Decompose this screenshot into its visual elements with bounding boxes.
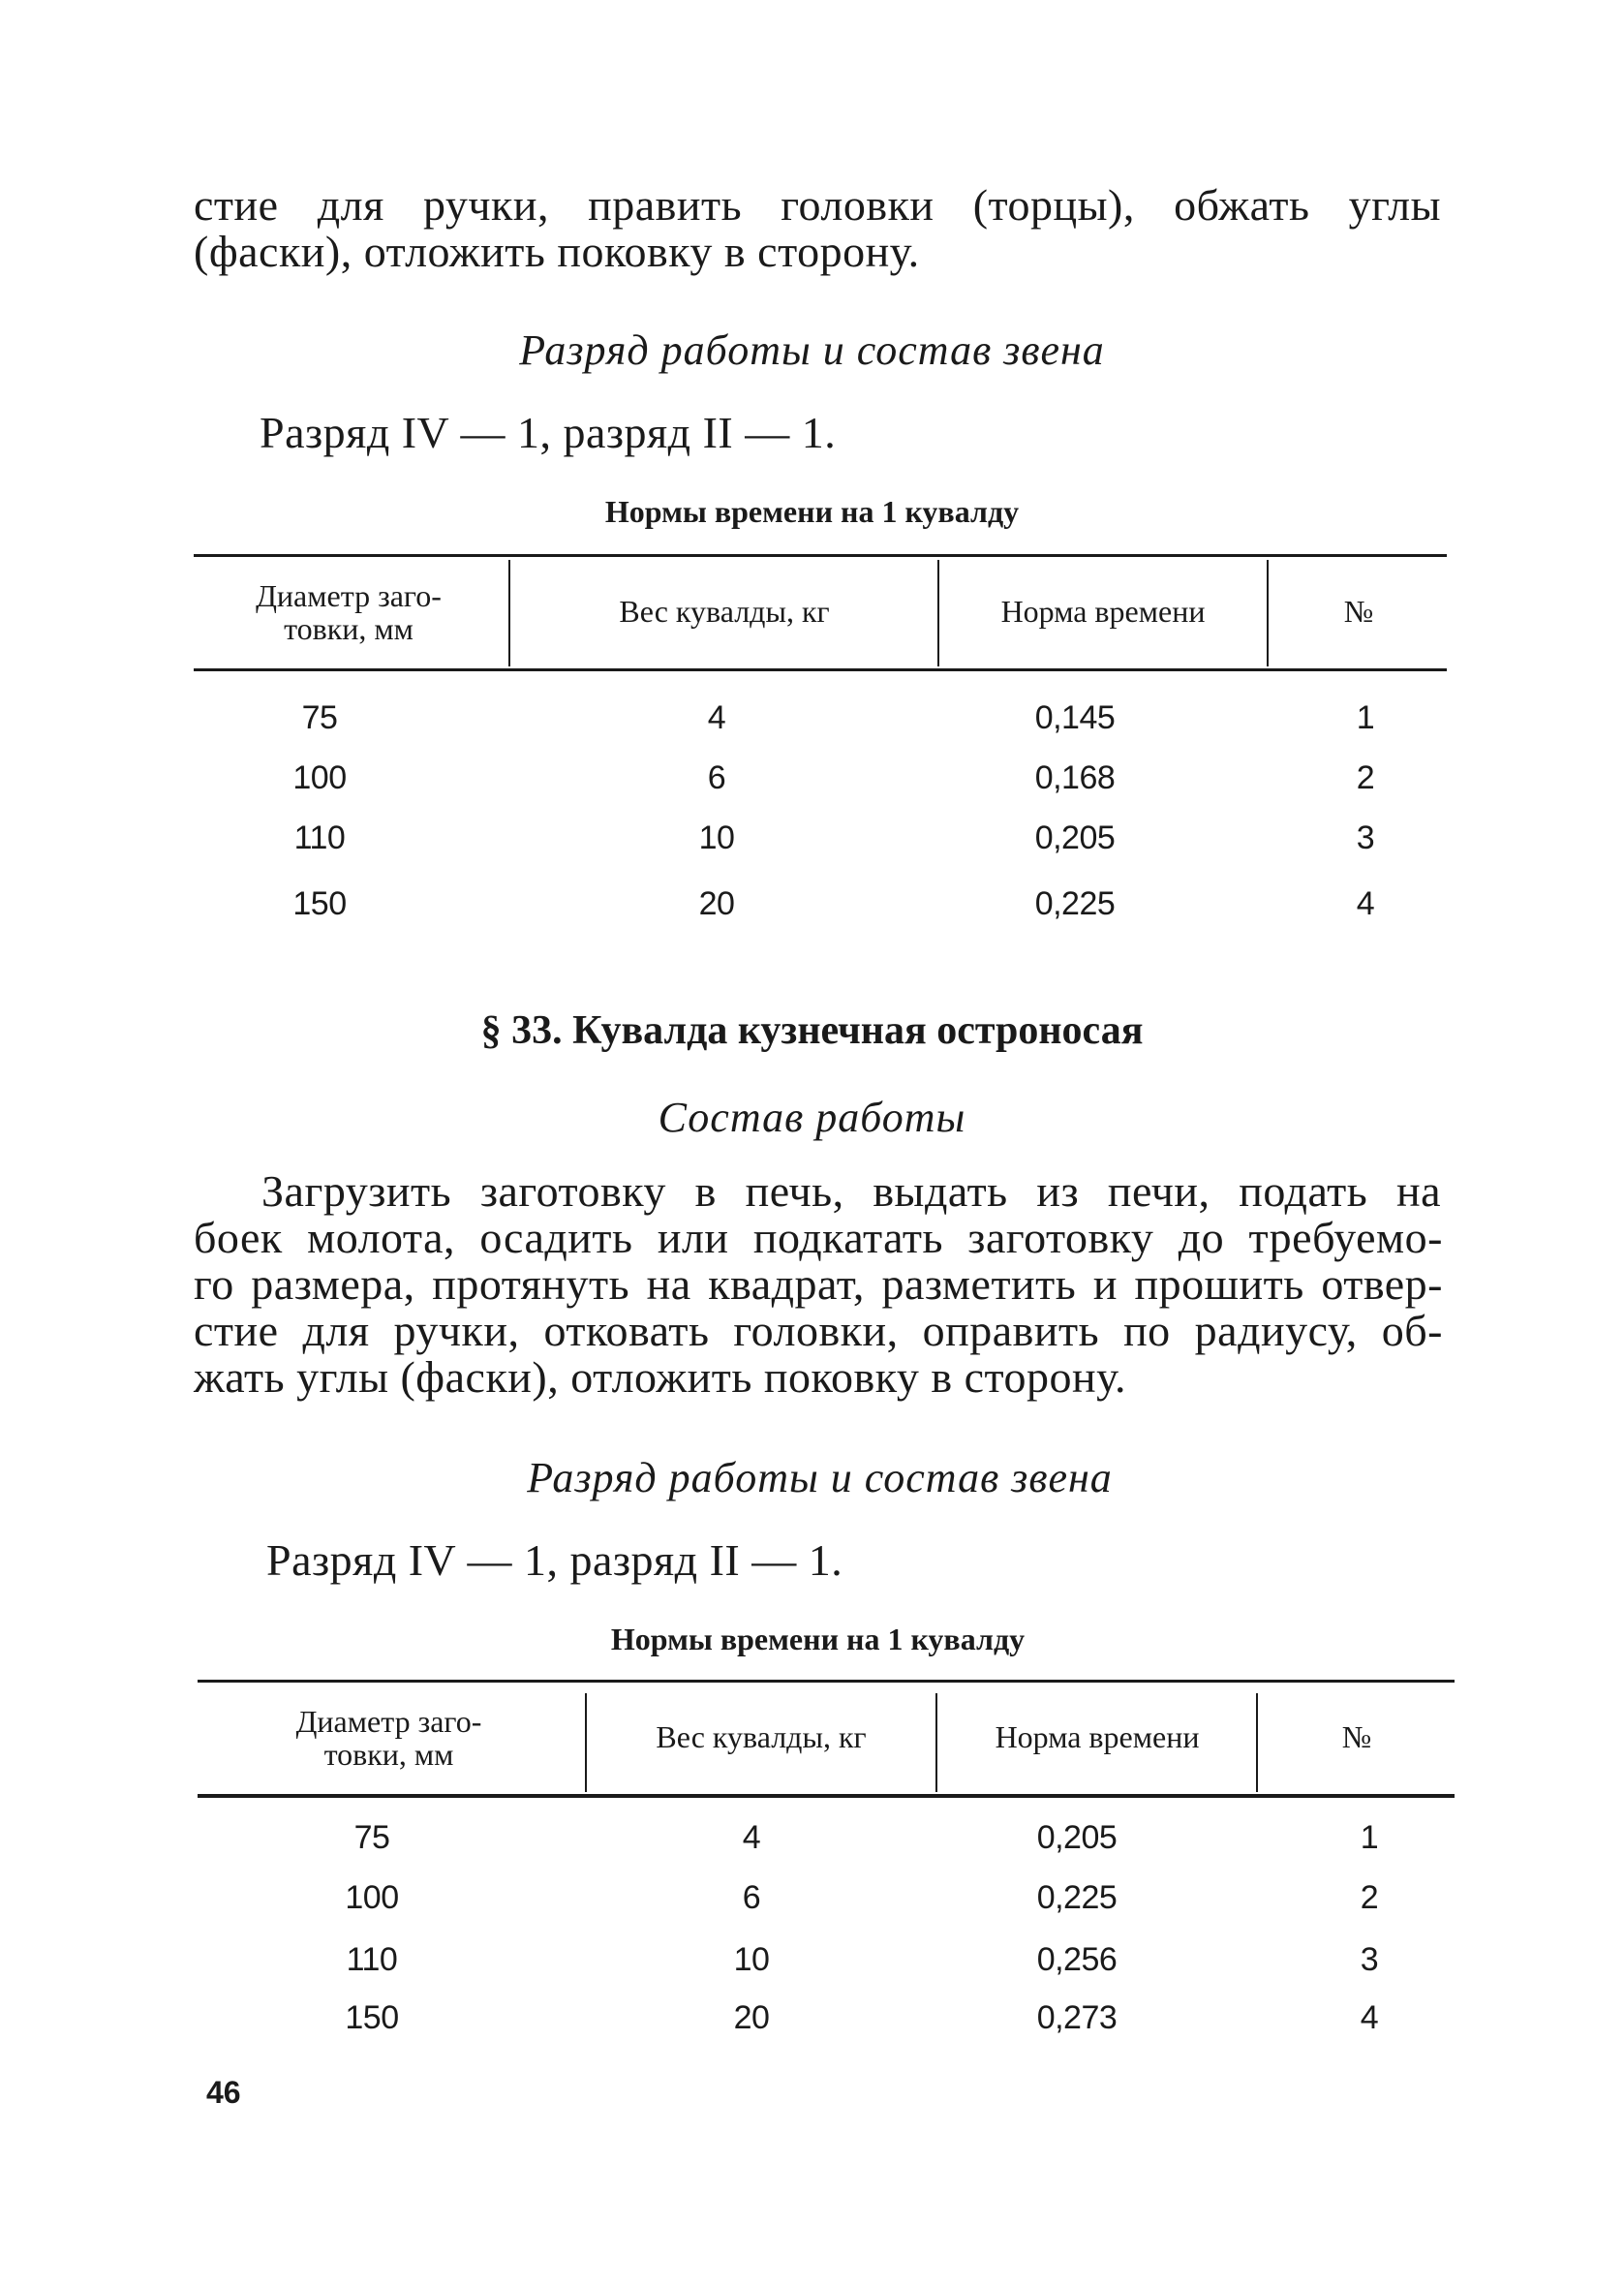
header-diameter (194, 579, 504, 645)
page-number: 46 (206, 2075, 241, 2110)
work-heading: Состав работы (658, 1094, 966, 1141)
cell-diameter: 75 (301, 699, 338, 736)
work-line: боек молота, осадить или подкатать заготовку до требуемо- (194, 1213, 1443, 1262)
work-line: го размера, протянуть на квадрат, разметить и прошить отвер- (194, 1259, 1443, 1309)
rank-line: Разряд IV — 1, разряд II — 1. (266, 1535, 843, 1585)
rank-line: Разряд IV — 1, разряд II — 1. (260, 408, 837, 457)
cell-weight: 4 (707, 699, 726, 736)
header-diameter-line: товки, мм (284, 611, 414, 646)
cell-number: 2 (1360, 1879, 1379, 1916)
norms-table-2 (198, 1680, 1455, 2048)
header-diameter-line: Диаметр заго- (256, 578, 442, 613)
cell-diameter: 150 (292, 885, 347, 922)
column-divider (1256, 1693, 1258, 1792)
norms-table-1 (194, 554, 1447, 942)
cell-diameter: 110 (346, 1941, 398, 1978)
cell-norm: 0,168 (1034, 759, 1116, 796)
column-divider (585, 1693, 587, 1792)
section-title: § 33. Кувалда кузнечная остроносая (480, 1008, 1144, 1053)
cell-norm: 0,256 (1036, 1941, 1118, 1978)
intro-paragraph (194, 182, 1441, 275)
table-caption: Нормы времени на 1 кувалду (610, 1622, 1026, 1656)
table-header-rule (198, 1794, 1455, 1798)
work-paragraph (194, 1215, 1443, 1401)
cell-diameter: 110 (293, 819, 346, 856)
work-line: Загрузить заготовку в печь, выдать из печи, подать на (261, 1166, 1441, 1216)
cell-number: 4 (1356, 885, 1375, 922)
cell-norm: 0,145 (1034, 699, 1116, 736)
cell-diameter: 100 (345, 1879, 399, 1916)
cell-weight: 10 (733, 1941, 770, 1978)
work-paragraph-first (261, 1168, 1441, 1215)
table-top-rule (194, 554, 1447, 557)
header-norm: Норма времени (1000, 594, 1206, 629)
header-diameter-line: товки, мм (323, 1737, 454, 1772)
intro-line: стие для ручки, править головки (торцы), обжать углы (194, 180, 1441, 230)
cell-norm: 0,205 (1034, 819, 1116, 856)
table-caption: Нормы времени на 1 кувалду (604, 494, 1020, 529)
cell-diameter: 100 (292, 759, 347, 796)
cell-diameter: 150 (345, 1999, 399, 2036)
cell-number: 1 (1356, 699, 1375, 736)
column-divider (937, 560, 939, 666)
cell-norm: 0,225 (1034, 885, 1116, 922)
header-number: № (1341, 1719, 1372, 1754)
header-diameter (198, 1705, 580, 1771)
cell-norm: 0,205 (1036, 1819, 1118, 1856)
header-weight: Вес кувалды, кг (656, 1719, 867, 1754)
cell-number: 4 (1360, 1999, 1379, 2036)
rank-heading: Разряд работы и состав звена (519, 326, 1105, 374)
work-line: стие для ручки, отковать головки, оправить по радиусу, об- (194, 1306, 1443, 1355)
header-diameter-line: Диаметр заго- (295, 1704, 482, 1739)
cell-number: 2 (1356, 759, 1375, 796)
work-line: жать углы (фаски), отложить поковку в сторону. (194, 1352, 1127, 1402)
cell-number: 1 (1360, 1819, 1379, 1856)
cell-diameter: 75 (353, 1819, 390, 1856)
cell-number: 3 (1356, 819, 1375, 856)
column-divider (1267, 560, 1269, 666)
cell-norm: 0,225 (1036, 1879, 1118, 1916)
cell-norm: 0,273 (1036, 1999, 1118, 2036)
cell-weight: 10 (698, 819, 735, 856)
column-divider (508, 560, 510, 666)
cell-weight: 4 (742, 1819, 761, 1856)
table-top-rule (198, 1680, 1455, 1683)
cell-number: 3 (1360, 1941, 1379, 1978)
cell-weight: 20 (733, 1999, 770, 2036)
header-norm: Норма времени (995, 1719, 1200, 1754)
header-weight: Вес кувалды, кг (619, 594, 830, 629)
rank-heading: Разряд работы и состав звена (527, 1454, 1113, 1501)
intro-line: (фаски), отложить поковку в сторону. (194, 227, 920, 276)
header-number: № (1343, 594, 1374, 629)
table-header-rule (194, 668, 1447, 671)
column-divider (935, 1693, 937, 1792)
cell-weight: 6 (742, 1879, 761, 1916)
cell-weight: 6 (707, 759, 726, 796)
cell-weight: 20 (698, 885, 735, 922)
